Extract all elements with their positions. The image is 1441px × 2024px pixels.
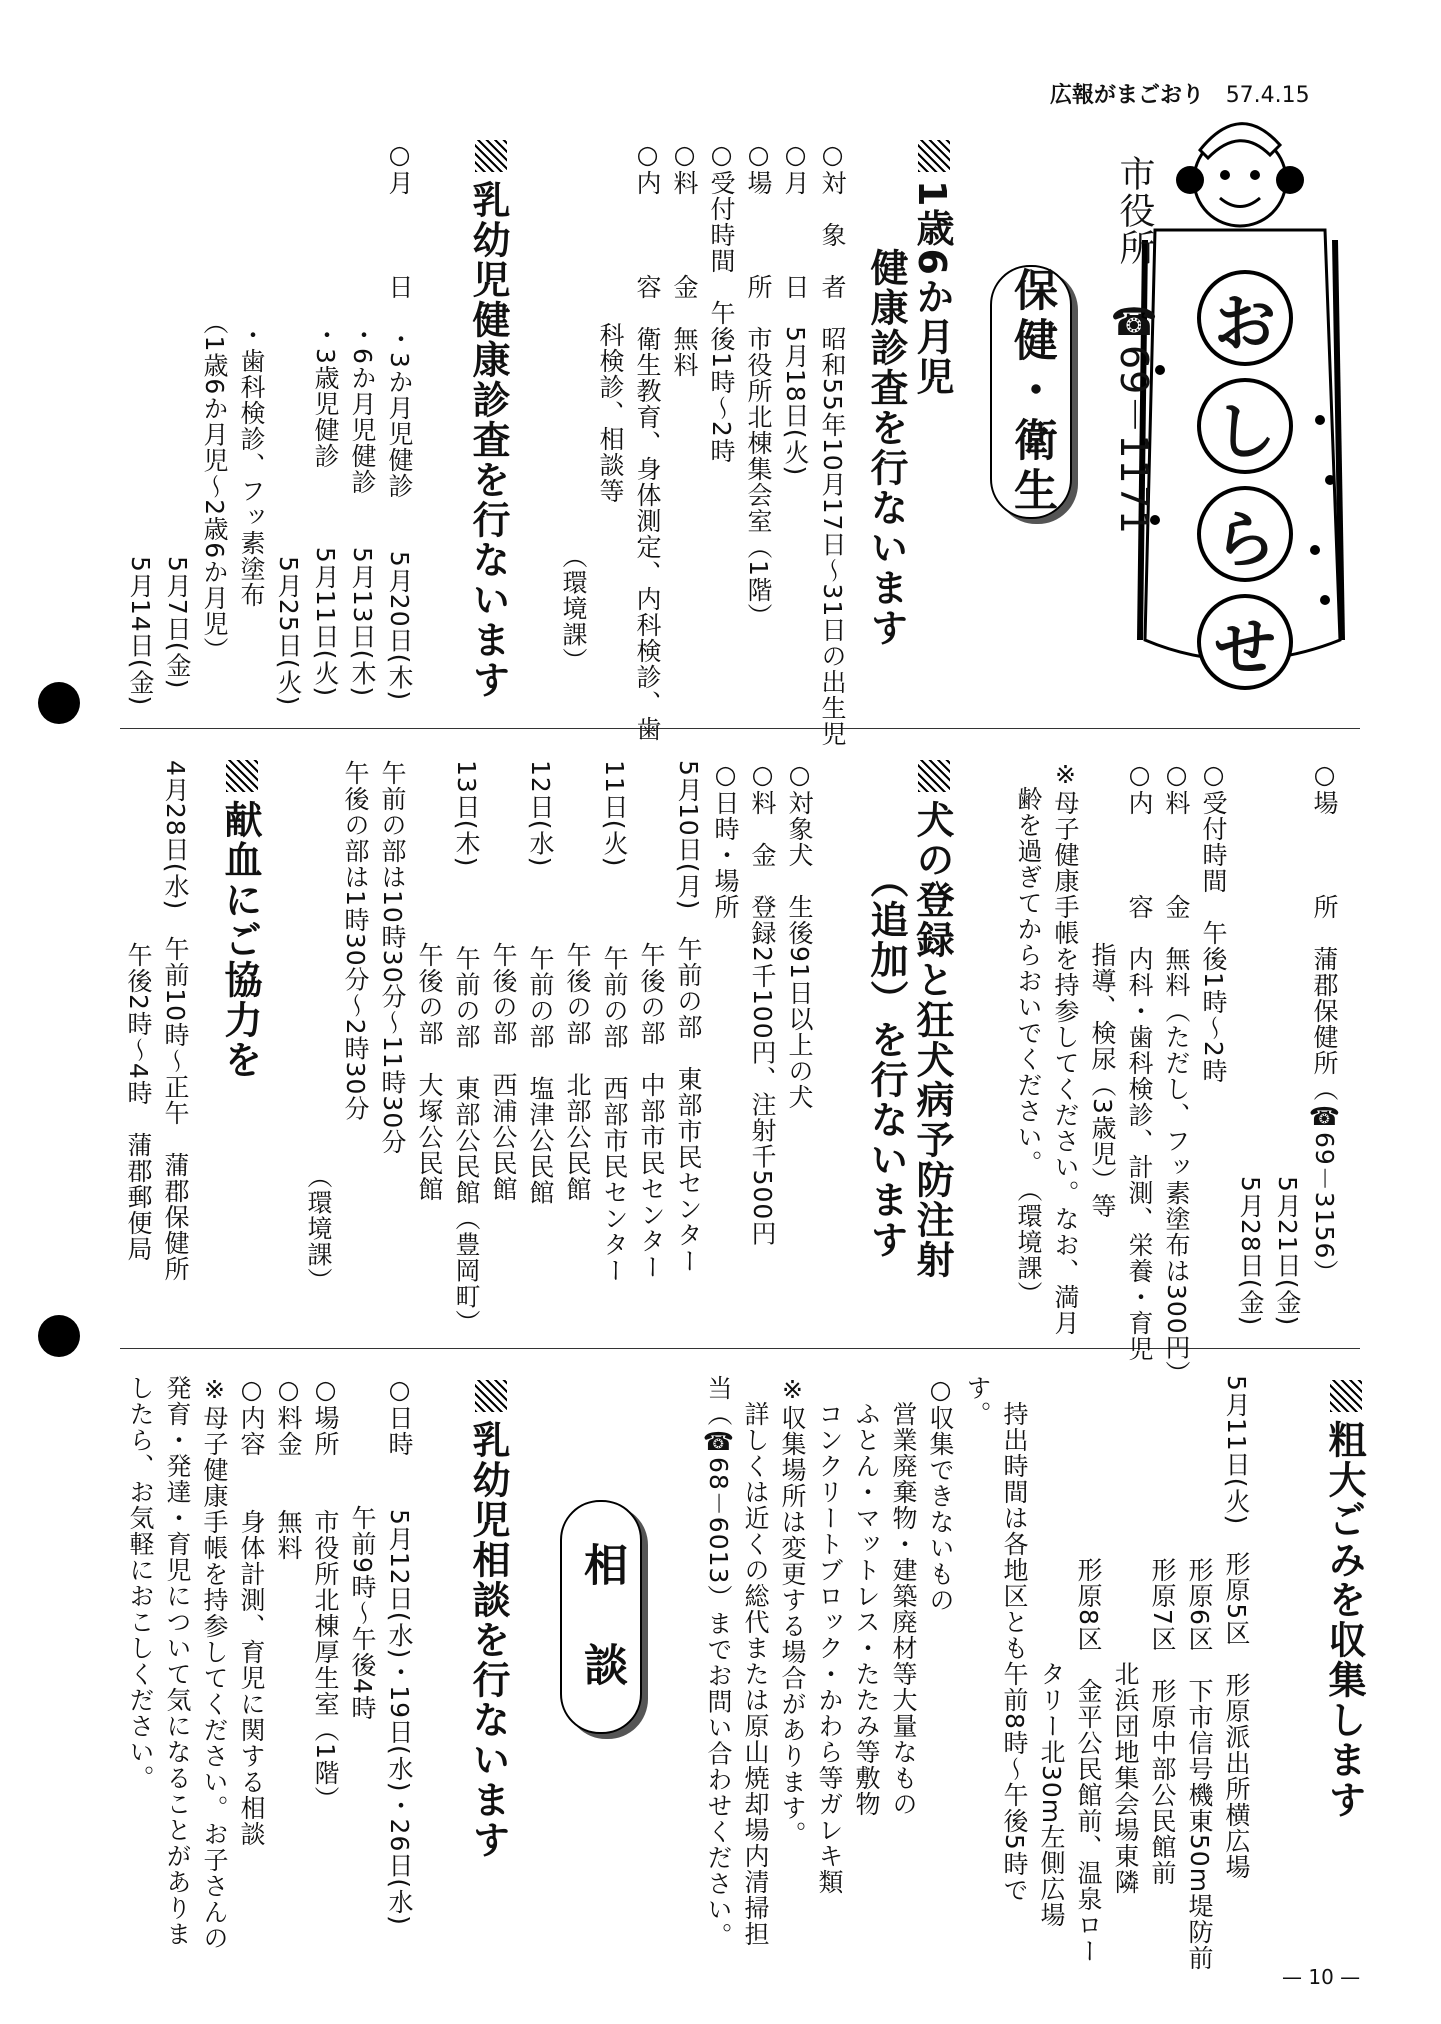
page-header xyxy=(1050,78,1310,109)
section-6-hatch xyxy=(475,1380,507,1412)
banner-letter-se: せ xyxy=(1197,594,1293,690)
section-5-body: 5月11日(火) 形原5区 形原派出所横広場 形原6区 下市信号機東50m堤防前 形原7区 形原中部公民館前 北浜団地集会場東隣 形原8区 金平公民館前、温泉ロー タリー北30m左側広場 持出時間は各地区とも午前8時～午後5時で す。 ○収集できないもの 営業廃棄物・建築廃材等大量なもの ふとん・マットレス・たたみ等敷物 コンクリートブロック・かわら等ガレキ類 ※収集場所は変更する場合があります。 詳しくは近くの総代または原山焼却場内清掃担 当（☎68－6013）までお問い合わせください。 xyxy=(704,1375,1251,1972)
section-2-continued-body: ○場 所 蒲郡保健所（☎69－3156） 5月21日(金) 5月28日(金) ○受付時間 午後1時～2時 ○料 金 無料（ただし、フッ素塗布は300円） ○内 容 内科・歯科検診、計測、栄養・育児 指導、検尿（3歳児）等 ※母子健康手帳を持参してください。なお、満月 齢を過ぎてからおいでください。 （環境課） xyxy=(1014,760,1339,1387)
office-name: 市役所 xyxy=(1114,155,1155,266)
section-2-body: ○月 日 ・3か月児健診 5月20日(木) ・6か月児健診 5月13日(木) ・3歳児健診 5月11日(火) 5月25日(火) ・歯科検診、フッ素塗布 （1歳6か月児～2歳6か月児） 5月7日(金) 5月14日(金) xyxy=(126,140,414,707)
section-1-hatch xyxy=(918,140,950,172)
section-4-body: 4月28日(水) 午前10時～正午 蒲郡保健所 午後2時～4時 蒲郡郵便局 xyxy=(124,760,190,1283)
section-3-hatch xyxy=(918,760,950,792)
issue-date: 57.4.15 xyxy=(1225,83,1310,108)
section-1-title2: 健康診査を行ないます xyxy=(864,248,908,648)
publication-name: 広報がまごおり xyxy=(1050,83,1205,108)
section-3-title: 犬の登録と狂犬病予防注射 xyxy=(910,800,954,1280)
category-health-badge xyxy=(990,265,1072,519)
section-3-body: ○対象犬 生後91日以上の犬 ○料 金 登録2千100円、注射千500円 ○日時・場所 5月10日(月) 午前の部 東部市民センター 午後の部 中部市民センター 11日(火) 午前の部 西部市民センター 午後の部 北部公民館 12日(水) 午前の部 塩津公民館 午後の部 西浦公民館 13日(木) 午前の部 東部公民館（豊岡町） 午後の部 大塚公民館 午前の部は10時30分～11時30分 午後の部は1時30分～2時30分 （環境課） xyxy=(304,760,814,1336)
section-1-body: ○対 象 者 昭和55年10月17日～31日の出生児 ○月 日 5月18日(火) ○場 所 市役所北棟集会室（1階） ○受付時間 午後1時～2時 ○料 金 無料 ○内 容 衛生教育、身体測定、内科検診、歯 科検診、相談等 （環境課） xyxy=(559,140,847,748)
section-5-title: 粗大ごみを収集します xyxy=(1322,1420,1366,1820)
section-6-body: ○日時 5月12日(水)・19日(水)・26日(水) 午前9時～午後4時 ○場所 市役所北棟厚生室（1階） ○料金 無料 ○内容 身体計測、育児に関する相談 ※母子健康手帳を持参してください。お子さんの 発育・発達・育児について気になることがありま したら、お気軽におこしください。 xyxy=(126,1375,414,1951)
banner-letter-o: お xyxy=(1197,270,1293,366)
category-health-label: 保健・衛生 xyxy=(1006,267,1057,517)
binder-hole-top xyxy=(38,682,80,724)
office-tel: ☎69－1171 xyxy=(1112,300,1156,536)
section-5-hatch xyxy=(1330,1380,1362,1412)
binder-hole-bottom xyxy=(38,1315,80,1357)
banner-letter-ra: ら xyxy=(1197,486,1293,582)
section-2-hatch xyxy=(475,140,507,172)
banner-letter-shi: し xyxy=(1197,378,1293,474)
section-4-hatch xyxy=(226,760,258,792)
section-1-title: 1歳6か月児 xyxy=(910,180,954,397)
category-consult-badge xyxy=(560,1500,642,1734)
category-consult-label: 相 談 xyxy=(576,1542,627,1692)
page-number: — 10 — xyxy=(1282,1965,1361,1989)
section-3-title2: （追加）を行ないます xyxy=(864,860,908,1260)
section-4-title: 献血にご協力を xyxy=(218,800,262,1080)
section-2-title: 乳幼児健康診査を行ないます xyxy=(466,180,510,700)
section-6-title: 乳幼児相談を行ないます xyxy=(466,1420,510,1860)
oshirase-banner xyxy=(1130,120,1360,684)
